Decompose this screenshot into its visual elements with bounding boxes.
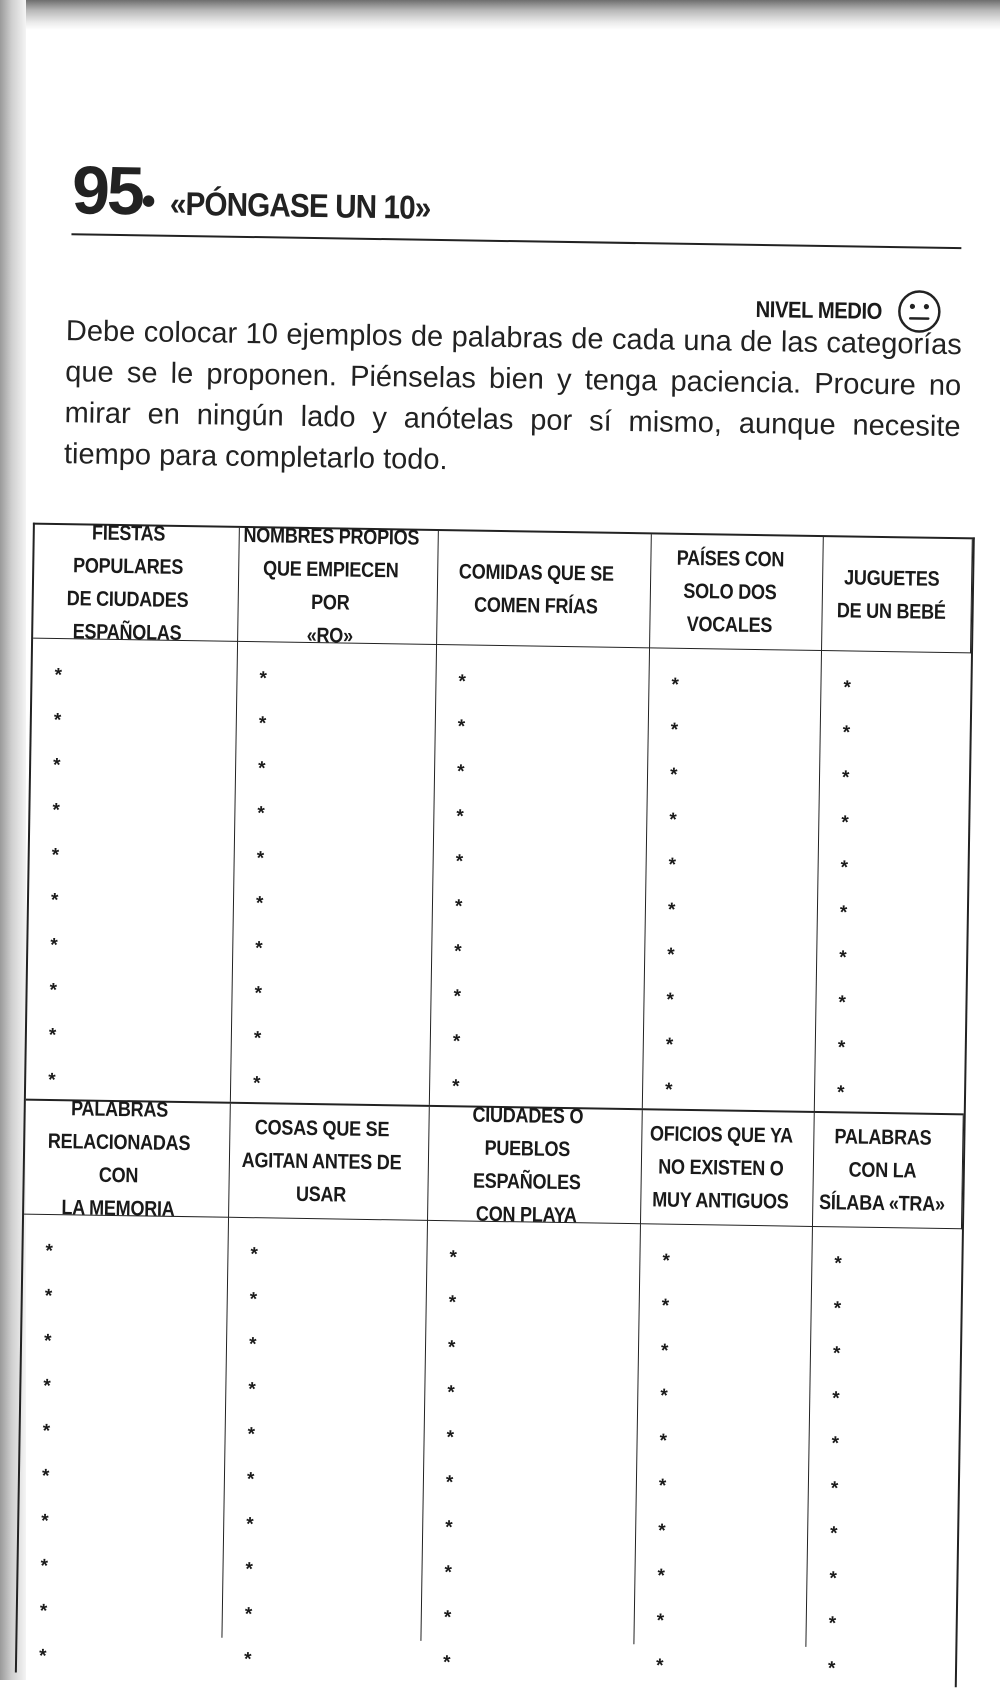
- answer-line[interactable]: *: [669, 798, 819, 845]
- answer-line[interactable]: *: [445, 1505, 636, 1553]
- answer-line[interactable]: *: [54, 653, 237, 701]
- answer-line[interactable]: *: [656, 1644, 806, 1691]
- answer-line[interactable]: *: [838, 980, 966, 1027]
- answer-column[interactable]: [430, 645, 650, 1108]
- answer-line[interactable]: *: [255, 926, 432, 974]
- answer-line[interactable]: *: [447, 1370, 638, 1418]
- answer-line[interactable]: *: [49, 968, 232, 1016]
- answer-column[interactable]: [17, 1215, 229, 1638]
- category-title: PALABRAS RELACIONADAS CON LA MEMORIA: [27, 1091, 211, 1226]
- answer-line[interactable]: *: [658, 1509, 808, 1556]
- answer-line[interactable]: *: [258, 746, 435, 794]
- category-header: [437, 531, 652, 648]
- answer-line[interactable]: *: [657, 1554, 807, 1601]
- answer-column[interactable]: [231, 642, 437, 1105]
- category-header: [24, 1101, 231, 1218]
- answer-line[interactable]: *: [444, 1550, 635, 1598]
- exercise-name: «PÓNGASE UN 10»: [169, 185, 430, 227]
- category-header: [822, 537, 973, 653]
- answer-line[interactable]: *: [455, 839, 646, 887]
- answer-line[interactable]: *: [670, 753, 820, 800]
- answer-column[interactable]: [222, 1218, 428, 1641]
- answer-line[interactable]: *: [48, 1058, 231, 1106]
- answer-line[interactable]: *: [244, 1592, 421, 1640]
- answer-table: [15, 523, 975, 1688]
- answer-line[interactable]: *: [452, 1064, 643, 1112]
- answer-line[interactable]: *: [43, 1364, 226, 1412]
- answer-line[interactable]: *: [837, 1025, 965, 1072]
- answer-line[interactable]: *: [840, 890, 968, 937]
- answer-line[interactable]: *: [446, 1415, 637, 1463]
- answer-line[interactable]: *: [49, 1013, 232, 1061]
- answer-line[interactable]: *: [833, 1331, 961, 1378]
- answer-line[interactable]: *: [448, 1325, 639, 1373]
- answer-line[interactable]: *: [51, 878, 234, 926]
- answer-line[interactable]: *: [52, 788, 235, 836]
- answer-line[interactable]: *: [843, 665, 971, 712]
- answer-line[interactable]: *: [254, 971, 431, 1019]
- answer-line[interactable]: *: [828, 1601, 956, 1648]
- category-title: JUGUETES DE UN BEBÉ: [826, 561, 957, 629]
- category-title: FIESTAS POPULARES DE CIUDADES ESPAÑOLAS: [36, 515, 220, 650]
- answer-line[interactable]: *: [670, 708, 820, 755]
- answer-line[interactable]: *: [455, 884, 646, 932]
- answer-line[interactable]: *: [662, 1239, 812, 1286]
- category-title: COMIDAS QUE SE COMEN FRÍAS: [441, 555, 631, 624]
- answer-line[interactable]: *: [45, 1229, 228, 1277]
- answer-line[interactable]: *: [841, 800, 969, 847]
- answer-line[interactable]: *: [258, 701, 435, 749]
- answer-line[interactable]: *: [40, 1544, 223, 1592]
- answer-line[interactable]: *: [253, 1016, 430, 1064]
- answer-line[interactable]: *: [39, 1634, 222, 1682]
- answer-column[interactable]: [634, 1224, 813, 1647]
- table-block-1: [26, 525, 973, 1114]
- answer-line[interactable]: *: [44, 1274, 227, 1322]
- answer-line[interactable]: *: [667, 933, 817, 980]
- answer-line[interactable]: *: [53, 698, 236, 746]
- answer-line[interactable]: *: [42, 1454, 225, 1502]
- answer-line[interactable]: *: [458, 659, 649, 707]
- answer-line[interactable]: *: [840, 845, 968, 892]
- answer-line[interactable]: *: [257, 791, 434, 839]
- answer-line[interactable]: *: [832, 1376, 960, 1423]
- category-title: NOMBRES PROPIOS QUE EMPIECEN POR «RO»: [241, 518, 420, 653]
- answer-line[interactable]: *: [249, 1322, 426, 1370]
- answer-line[interactable]: *: [246, 1502, 423, 1550]
- category-title: OFICIOS QUE YA NO EXISTEN O MUY ANTIGUOS: [644, 1117, 797, 1218]
- answer-line[interactable]: *: [661, 1284, 811, 1331]
- answer-line[interactable]: *: [453, 974, 644, 1022]
- answer-line[interactable]: *: [41, 1499, 224, 1547]
- answer-line[interactable]: *: [443, 1640, 634, 1688]
- answer-line[interactable]: *: [256, 836, 433, 884]
- answer-line[interactable]: *: [656, 1599, 806, 1646]
- answer-column[interactable]: [643, 648, 822, 1111]
- answer-line[interactable]: *: [668, 888, 818, 935]
- category-header: [650, 534, 824, 651]
- answer-line[interactable]: *: [39, 1589, 222, 1637]
- category-title: PAÍSES CON SOLO DOS VOCALES: [653, 541, 806, 642]
- answer-line[interactable]: *: [668, 843, 818, 890]
- instructions-text: Debe colocar 10 ejemplos de palabras de cada una de las categorías que se le proponen. Piénselas bien y tenga paciencia. Procure no mirar en ningún lado y anótelas por sí mismo, aunque necesite tiempo para completarlo todo.: [64, 311, 962, 489]
- level-label: NIVEL MEDIO: [756, 295, 883, 324]
- answer-column[interactable]: [26, 639, 238, 1102]
- answer-line[interactable]: *: [456, 794, 647, 842]
- answer-line[interactable]: *: [244, 1637, 421, 1685]
- answer-line[interactable]: *: [245, 1547, 422, 1595]
- title-divider: [71, 233, 961, 249]
- answer-line[interactable]: *: [448, 1280, 639, 1328]
- answer-line[interactable]: *: [665, 1023, 815, 1070]
- answer-column[interactable]: [815, 651, 971, 1113]
- answer-line[interactable]: *: [659, 1419, 809, 1466]
- category-header: [428, 1107, 643, 1224]
- answer-line[interactable]: *: [829, 1556, 957, 1603]
- answer-line[interactable]: *: [828, 1646, 956, 1693]
- answer-line[interactable]: *: [830, 1466, 958, 1513]
- answer-line[interactable]: *: [671, 663, 821, 710]
- answer-line[interactable]: *: [443, 1595, 634, 1643]
- answer-line[interactable]: *: [259, 656, 436, 704]
- answer-line[interactable]: *: [842, 710, 970, 757]
- answer-line[interactable]: *: [248, 1367, 425, 1415]
- answer-line[interactable]: *: [660, 1374, 810, 1421]
- category-title: PALABRAS CON LA SÍLABA «TRA»: [816, 1120, 948, 1221]
- answer-line[interactable]: *: [830, 1511, 958, 1558]
- answer-line[interactable]: *: [256, 881, 433, 929]
- category-header: [229, 1104, 430, 1221]
- answer-line[interactable]: *: [247, 1457, 424, 1505]
- exercise-number: 95: [72, 151, 143, 230]
- category-title: CIUDADES O PUEBLOS ESPAÑOLES CON PLAYA: [431, 1097, 623, 1232]
- answer-line[interactable]: *: [250, 1232, 427, 1280]
- category-title: COSAS QUE SE AGITAN ANTES DE USAR: [232, 1111, 410, 1213]
- answer-line[interactable]: *: [249, 1277, 426, 1325]
- answer-line[interactable]: *: [51, 833, 234, 881]
- answer-line[interactable]: *: [53, 743, 236, 791]
- category-header: [238, 528, 439, 645]
- category-header: [641, 1110, 815, 1227]
- answer-line[interactable]: *: [457, 749, 648, 797]
- exercise-title: [72, 151, 460, 235]
- answer-column[interactable]: [421, 1221, 641, 1644]
- answer-line[interactable]: *: [44, 1319, 227, 1367]
- answer-line[interactable]: *: [253, 1061, 430, 1109]
- answer-line[interactable]: *: [452, 1019, 643, 1067]
- answer-line[interactable]: *: [457, 704, 648, 752]
- answer-line[interactable]: *: [842, 755, 970, 802]
- answer-line[interactable]: *: [661, 1329, 811, 1376]
- answer-line[interactable]: *: [665, 1068, 815, 1115]
- answer-line[interactable]: *: [659, 1464, 809, 1511]
- answer-line[interactable]: *: [837, 1070, 965, 1117]
- answer-line[interactable]: *: [454, 929, 645, 977]
- answer-column[interactable]: [806, 1227, 962, 1649]
- answer-line[interactable]: *: [839, 935, 967, 982]
- answer-line[interactable]: *: [449, 1235, 640, 1283]
- answer-line[interactable]: *: [833, 1286, 961, 1333]
- answer-line[interactable]: *: [42, 1409, 225, 1457]
- category-header: [33, 525, 240, 642]
- answer-line[interactable]: *: [834, 1241, 962, 1288]
- answer-line[interactable]: *: [50, 923, 233, 971]
- table-block-2: [17, 1099, 963, 1650]
- answer-line[interactable]: *: [666, 978, 816, 1025]
- title-separator: •: [141, 179, 156, 224]
- answer-line[interactable]: *: [831, 1421, 959, 1468]
- answer-line[interactable]: *: [446, 1460, 637, 1508]
- category-header: [813, 1113, 964, 1229]
- answer-line[interactable]: *: [247, 1412, 424, 1460]
